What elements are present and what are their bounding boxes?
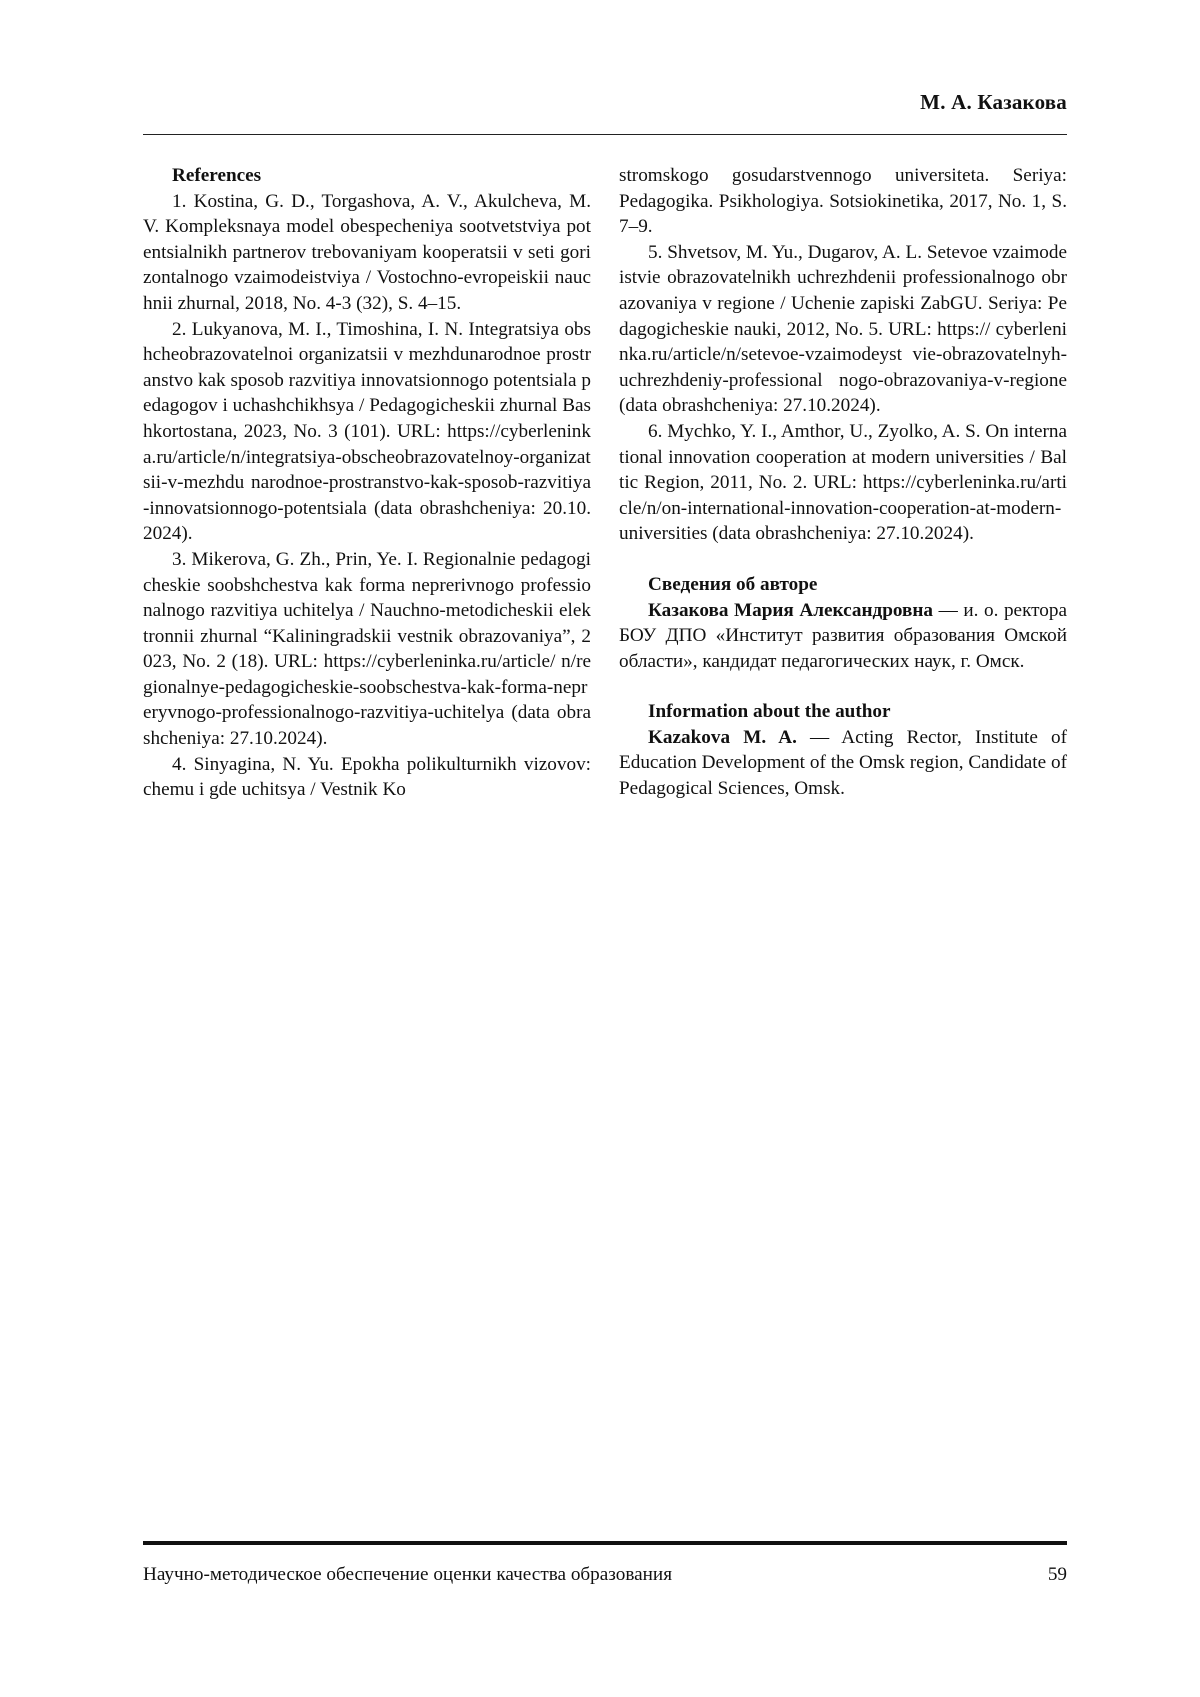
header-divider — [143, 134, 1067, 135]
running-header-author: М. А. Казакова — [920, 90, 1067, 115]
reference-item-4-continued: stromskogo gosudarstvennogo universiteta. Seri­ya: Pedagogika. Psikhologiya. Sotsiokinetika, 2017, No. 1, S. 7–9. — [619, 163, 1067, 240]
reference-item-4: 4. Sinyagina, N. Yu. Epokha polikulturnikh vizovov: chemu i gde uchitsya / Vestnik Ko­ — [143, 752, 591, 803]
author-info-heading-ru: Сведения об авторе — [619, 572, 1067, 598]
left-column — [143, 163, 591, 803]
author-name-ru: Казакова Мария Александровна — [648, 600, 933, 621]
references-heading: References — [143, 163, 591, 189]
reference-item-2: 2. Lukyanova, M. I., Timoshina, I. N. Inte­gratsiya obshcheobrazovatelnoi organizatsii v mezhdunarodnoe prostranstvo kak sposob razvitiya innovatsionnogo potentsiala pedagogov i uchashchikhsya / Pedagogicheskii zhurnal Bashkortostana, 2023, No. 3 (101). URL: https://cyberleninka.ru/article/n/integratsiya-obscheobrazovatelnoy-organizatsii-v-mezhdu narodnoe-prostranstvo-kak-sposob-razvitiya-innovatsionnogo-potentsiala (data obrashcheni­ya: 20.10.2024). — [143, 317, 591, 547]
reference-item-1: 1. Kostina, G. D., Torgashova, A. V., Akulcheva, M. V. Kompleksnaya model obespecheniya sootvetstviya potentsialnikh part­nerov trebovaniyam kooperatsii v seti gorizontal­nogo vzaimodeistviya / Vostochno-evropeiskii nauchnii zhurnal, 2018, No. 4-3 (32), S. 4–15. — [143, 189, 591, 317]
footer-journal-title: Научно-методическое обеспечение оценки качества образования — [143, 1564, 672, 1586]
author-info-heading-en: Information about the author — [619, 699, 1067, 725]
reference-item-3: 3. Mikerova, G. Zh., Prin, Ye. I. Regionalnie pedagogicheskie soobshchestva kak forma nepre­rivnogo professionalnogo razvitiya uchitelya / Nauchno-metodicheskii elektronnii zhurnal “Ka­liningradskii vestnik obrazovaniya”, 2023, No. 2 (18). URL: https://cyberleninka.ru/article/ n/regionalnye-pedagogicheskie-soobschestva-kak-forma-nepreryvnogo-professionalnogo-razvitiya-uchitelya (data obrashcheniya: 27.10.2024). — [143, 547, 591, 752]
author-description-en: — Acting Rector, Institute of Education Development of the Omsk region, Candidate of Pedagogical Sciences, Omsk. — [619, 727, 1067, 799]
reference-item-5: 5. Shvetsov, M. Yu., Dugarov, A. L. Setevoe vzaimodeistvie obrazovatelnikh uchrezhdenii professionalnogo obrazovaniya v regione / Uchenie zapiski ZabGU. Seriya: Pedagogicheskie nauki, 2012, No. 5. URL: https:// cyberleninka.ru/article/n/setevoe-vzaimodeyst vie-obrazovatelnyh-uchrezhdeniy-professional nogo-obrazovaniya-v-regione (data obrashcheni­ya: 27.10.2024). — [619, 240, 1067, 419]
right-column — [619, 163, 1067, 802]
author-info-en — [619, 725, 1067, 802]
reference-item-6: 6. Mychko, Y. I., Amthor, U., Zyolko, A. S. On international innovation cooperation at modern universities / Baltic Region, 2011, No. 2. URL: https://cyberleninka.ru/article/n/on-international-innovation-cooperation-at-modern-universities (data obrashcheniya: 27.10.2024). — [619, 419, 1067, 547]
author-info-ru — [619, 598, 1067, 675]
page-number: 59 — [1048, 1564, 1067, 1586]
author-name-en: Kazakova M. A. — [648, 727, 797, 748]
author-description-ru: — и. о. ректора БОУ ДПО «Институт развития обра­зования Омской области», кандидат педагоги­ческих наук, г. Омск. — [619, 600, 1067, 672]
footer-divider — [143, 1541, 1067, 1545]
